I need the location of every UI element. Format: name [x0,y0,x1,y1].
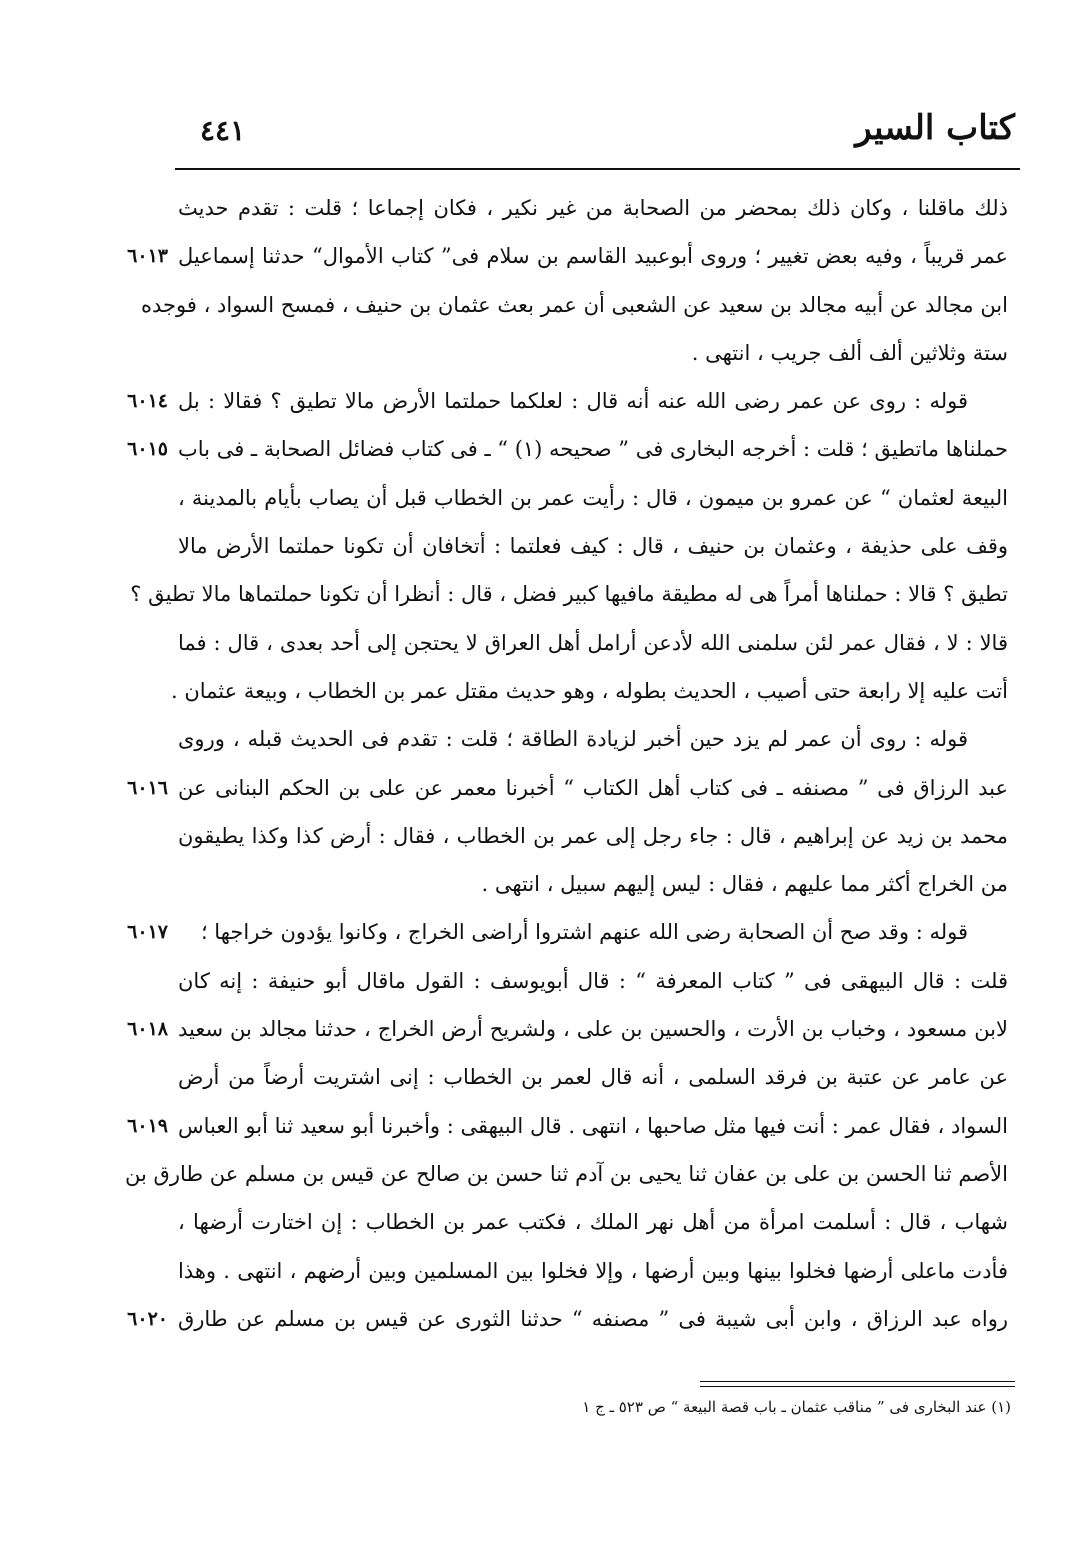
line-text: قوله : وقد صح أن الصحابة رضى الله عنهم اشتروا أراضى الخراج ، وكانوا يؤدون خراجها ؛ [200,920,968,945]
footnote: (١) عند البخارى فى ” مناقب عثمان ـ باب قصة البيعة “ ص ٥٢٣ ـ ج ١ [582,1398,1011,1416]
hadith-number: ٦٠١٦ [127,776,168,799]
line-text: قوله : روى عن عمر رضى الله عنه أنه قال : لعلكما حملتما الأرض مالا تطيق ؟ فقالا : بل [178,389,968,414]
text-line [178,619,1008,667]
text-line [127,1102,1008,1150]
line-text: عن عامر عن عتبة بن فرقد السلمى ، أنه قال لعمر بن الخطاب : إنى اشتريت أرضاً من أرض [178,1065,1008,1090]
text-line [178,1053,1008,1101]
hadith-number: ٦٠١٣ [127,245,168,268]
footnote-separator-double [700,1386,1015,1387]
line-text: ذلك ماقلنا ، وكان ذلك بمحضر من الصحابة من غير نكير ، فكان إجماعا ؛ قلت : تقدم حديث [178,196,1008,220]
header-rule [175,168,1020,170]
line-text: فأدت ماعلى أرضها فخلوا بينها وبين أرضها ، وإلا فخلوا بين المسلمين وبين أرضهم ، انتهى . وهذا [178,1258,1008,1283]
page-header [180,108,1015,160]
line-text: عمر قريباً ، وفيه بعض تغيير ؛ وروى أبوعبيد القاسم بن سلام فى” كتاب الأموال“ حدثنا إسماعيل [178,244,1008,269]
text-line [178,957,1008,1005]
hadith-number: ٦٠١٩ [127,1114,168,1137]
line-text: الأصم ثنا الحسن بن على بن عفان ثنا يحيى بن آدم ثنا حسن بن صالح عن قيس بن مسلم عن طارق بن [125,1161,1008,1186]
text-line [127,232,1008,280]
text-line [127,908,1008,956]
line-text: وقف على حذيفة ، وعثمان بن حنيف ، قال : كيف فعلتما : أتخافان أن تكونا حملتما الأرض مالا [178,534,1008,559]
text-line [178,1198,1008,1246]
text-line [127,425,1008,473]
text-line [130,570,1008,618]
text-line [141,281,1008,329]
hadith-number: ٦٠١٤ [127,390,168,413]
text-line [178,860,1008,908]
line-text: البيعة لعثمان “ عن عمرو بن ميمون ، قال : رأيت عمر بن الخطاب قبل أن يصاب بأيام بالمدينة ، [178,485,1008,510]
line-text: تطيق ؟ قالا : حملناها أمراً هى له مطيقة مافيها كبير فضل ، قال : أنظرا أن تكونا حملتماها مالا تطيق ؟ [130,582,1008,607]
text-line [171,667,1008,715]
page-number: ٤٤١ [200,114,246,147]
line-text: أتت عليه إلا رابعة حتى أصيب ، الحديث بطوله ، وهو حديث مقتل عمر بن الخطاب ، وبيعة عثمان . [171,678,1008,703]
text-line [178,812,1008,860]
hadith-number: ٦٠٢٠ [127,1307,168,1330]
line-text: من الخراج أكثر مما عليهم ، فقال : ليس إليهم سبيل ، انتهى . [481,872,1008,897]
body-text [125,184,1008,1343]
text-line [178,184,1008,232]
text-line [178,474,1008,522]
footnote-separator [700,1381,1015,1382]
line-text: قوله : روى أن عمر لم يزد حين أخبر لزيادة الطاقة ؛ قلت : تقدم فى الحديث قبله ، وروى [178,727,968,752]
hadith-number: ٦٠١٧ [127,921,168,944]
text-line [127,1005,1008,1053]
text-line [178,1247,1008,1295]
text-line [125,1150,1008,1198]
line-text: محمد بن زيد عن إبراهيم ، قال : جاء رجل إلى عمر بن الخطاب ، فقال : أرض كذا وكذا يطيقون [178,823,1008,848]
line-text: السواد ، فقال عمر : أنت فيها مثل صاحبها ، انتهى . قال البيهقى : وأخبرنا أبو سعيد ثنا أبو العباس [178,1113,1008,1138]
line-text: حملناها ماتطيق ؛ قلت : أخرجه البخارى فى ” صحيحه (١) “ ـ فى كتاب فضائل الصحابة ـ فى باب [178,437,1008,462]
hadith-number: ٦٠١٥ [127,438,168,461]
text-line [178,329,1008,377]
text-line [127,1295,1008,1343]
text-line [178,522,1008,570]
line-text: شهاب ، قال : أسلمت امرأة من أهل نهر الملك ، فكتب عمر بن الخطاب : إن اختارت أرضها ، [178,1210,1008,1235]
text-line [127,377,1008,425]
text-line [127,764,1008,812]
line-text: رواه عبد الرزاق ، وابن أبى شيبة فى ” مصنفه “ حدثنا الثورى عن قيس بن مسلم عن طارق [178,1306,1008,1331]
line-text: عبد الرزاق فى ” مصنفه ـ فى كتاب أهل الكتاب “ أخبرنا معمر عن على بن الحكم البنانى عن [178,775,1008,800]
hadith-number: ٦٠١٨ [127,1018,168,1041]
line-text: قلت : قال البيهقى فى ” كتاب المعرفة “ : قال أبويوسف : القول ماقال أبو حنيفة : إنه كان [178,968,1008,993]
line-text: ستة وثلاثين ألف ألف جريب ، انتهى . [691,340,1008,365]
line-text: قالا : لا ، فقال عمر لئن سلمنى الله لأدعن أرامل أهل العراق لا يحتجن إلى أحد بعدى ، قال : فما [178,630,1008,655]
line-text: ابن مجالد عن أبيه مجالد بن سعيد عن الشعبى أن عمر بعث عثمان بن حنيف ، فمسح السواد ، فوجده [141,292,1008,317]
text-line [178,715,1008,763]
book-title: كتاب السير [855,108,1015,148]
line-text: لابن مسعود ، وخباب بن الأرت ، والحسين بن على ، ولشريح أرض الخراج ، حدثنا مجالد بن سعيد [178,1017,1008,1042]
